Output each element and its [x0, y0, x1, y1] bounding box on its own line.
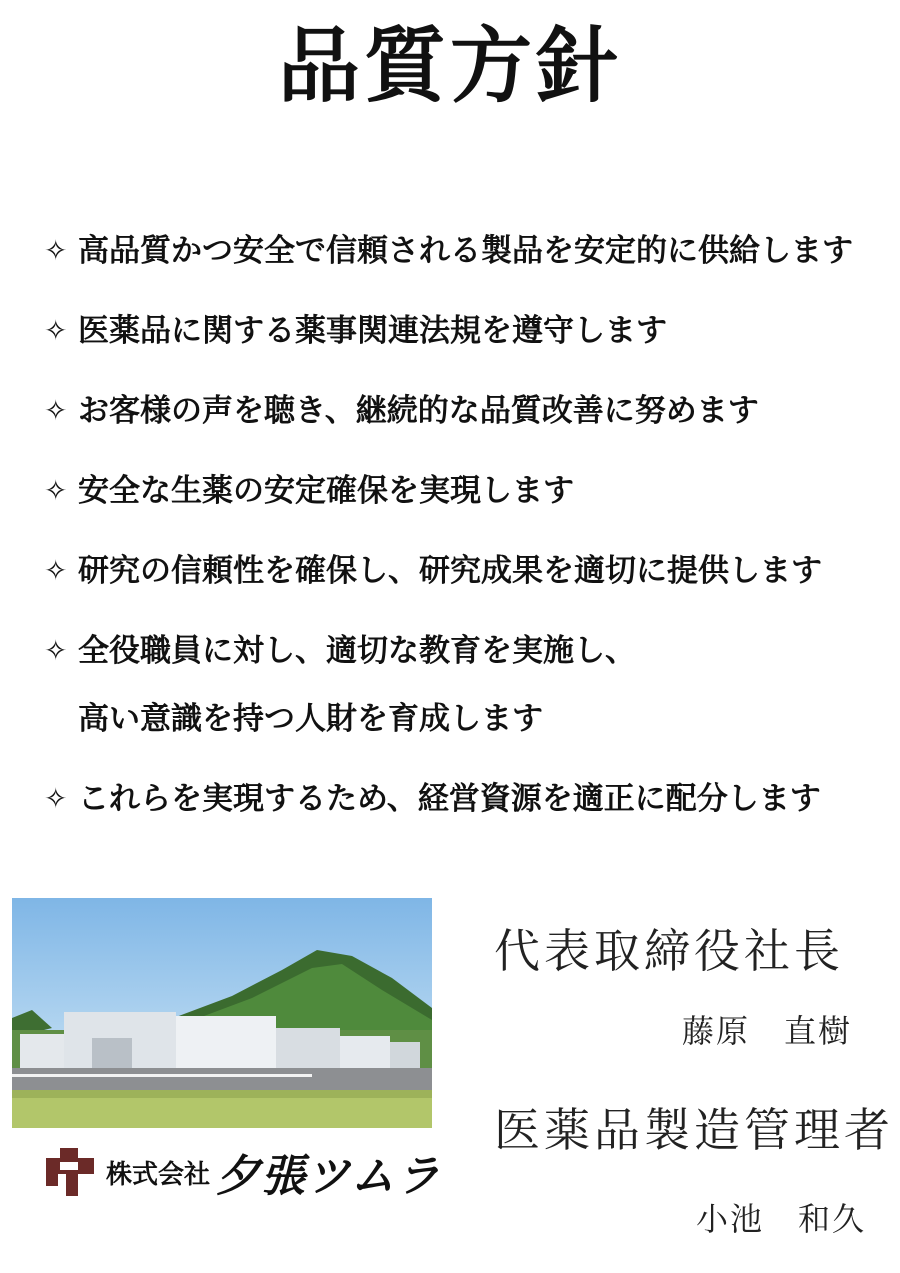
- ceo-name: 藤原 直樹: [682, 1012, 853, 1050]
- policy-text: これらを実現するため、経営資源を適正に配分します: [78, 781, 821, 817]
- star-bullet-icon: ✧: [44, 394, 68, 427]
- factory-building-illustration: [12, 898, 432, 1128]
- policy-item: [44, 310, 894, 352]
- policy-item: [44, 230, 894, 272]
- policy-text: 高品質かつ安全で信頼される製品を安定的に供給します: [78, 233, 853, 269]
- policy-text: 医薬品に関する薬事関連法規を遵守します: [78, 313, 667, 349]
- company-logo: [44, 1142, 441, 1202]
- policy-item: [44, 630, 894, 766]
- ceo-title: 代表取締役社長: [494, 924, 844, 978]
- manager-title: 医薬品製造管理者: [494, 1103, 894, 1157]
- page-title: 品質方針: [277, 19, 622, 114]
- policy-item: [44, 778, 894, 820]
- star-bullet-icon: ✧: [44, 314, 68, 347]
- policy-text: 研究の信頼性を確保し、研究成果を適切に提供します: [78, 553, 822, 589]
- cross-logo-shape: [44, 1146, 96, 1198]
- policy-text: お客様の声を聴き、継続的な品質改善に努めます: [78, 393, 759, 429]
- policy-list: [44, 230, 894, 858]
- cross-logo-icon: [44, 1146, 96, 1198]
- factory-photo: [12, 898, 432, 1128]
- policy-text: 安全な生薬の安定確保を実現します: [78, 473, 574, 509]
- star-bullet-icon: ✧: [44, 782, 68, 815]
- star-bullet-icon: ✧: [44, 634, 68, 667]
- policy-text-line: 高い意識を持つ人財を育成します: [78, 701, 543, 737]
- logo-company-name: 夕張ツムラ: [216, 1151, 441, 1202]
- star-bullet-icon: ✧: [44, 474, 68, 507]
- policy-text: [78, 630, 636, 766]
- policy-item: [44, 550, 894, 592]
- star-bullet-icon: ✧: [44, 554, 68, 587]
- policy-item: [44, 390, 894, 432]
- logo-corp-text: 株式会社: [106, 1159, 211, 1190]
- star-bullet-icon: ✧: [44, 234, 68, 267]
- manager-name: 小池 和久: [696, 1200, 867, 1238]
- policy-item: [44, 470, 894, 512]
- policy-text-line: 全役職員に対し、適切な教育を実施し、: [78, 633, 636, 669]
